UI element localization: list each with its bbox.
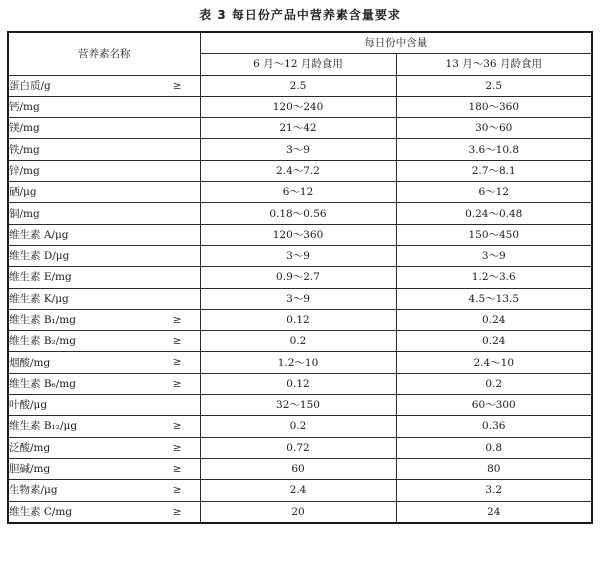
value-6-12-months: 3～9 (200, 139, 396, 160)
nutrient-name: 锌/mg (9, 164, 40, 177)
nutrient-name: 维生素 B₁₂/μg (9, 420, 78, 433)
nutrient-name-cell (8, 182, 200, 203)
value-13-36-months: 0.2 (396, 373, 592, 394)
value-6-12-months: 2.4～7.2 (200, 160, 396, 181)
value-6-12-months: 6～12 (200, 182, 396, 203)
nutrient-name: 蛋白质/g (9, 79, 51, 92)
table-row (8, 245, 592, 266)
value-6-12-months: 20 (200, 501, 396, 523)
value-6-12-months: 32～150 (200, 395, 396, 416)
table-row (8, 160, 592, 181)
nutrient-name-cell (8, 267, 200, 288)
value-6-12-months: 0.2 (200, 331, 396, 352)
nutrient-name-cell (8, 203, 200, 224)
nutrient-name: 维生素 B₂/mg (9, 335, 76, 348)
header-daily-content: 每日份中含量 (200, 32, 592, 54)
nutrient-name: 维生素 D/μg (9, 250, 70, 263)
nutrient-name-cell (8, 352, 200, 373)
table-row (8, 352, 592, 373)
table-row (8, 203, 592, 224)
nutrient-name: 烟酸/mg (9, 356, 51, 369)
nutrient-name: 维生素 C/mg (9, 505, 73, 518)
nutrient-name-cell (8, 118, 200, 139)
nutrient-name-cell (8, 75, 200, 96)
value-6-12-months: 120～360 (200, 224, 396, 245)
nutrient-name-cell (8, 288, 200, 309)
value-13-36-months: 0.24 (396, 309, 592, 330)
value-6-12-months: 0.12 (200, 373, 396, 394)
value-13-36-months: 3.2 (396, 480, 592, 501)
nutrient-name-cell (8, 480, 200, 501)
nutrient-name-cell (8, 96, 200, 117)
nutrient-name: 维生素 E/mg (9, 271, 72, 284)
table-row (8, 288, 592, 309)
table-row (8, 501, 592, 523)
table-row (8, 309, 592, 330)
nutrient-name: 维生素 A/μg (9, 228, 69, 241)
nutrient-name: 生物素/μg (9, 484, 58, 497)
min-operator: ≥ (172, 441, 182, 454)
min-operator: ≥ (172, 377, 182, 390)
table-row (8, 182, 592, 203)
value-6-12-months: 0.9～2.7 (200, 267, 396, 288)
value-13-36-months: 24 (396, 501, 592, 523)
value-6-12-months: 2.4 (200, 480, 396, 501)
table-row (8, 96, 592, 117)
nutrient-name: 泛酸/mg (9, 441, 51, 454)
value-6-12-months: 0.72 (200, 437, 396, 458)
value-13-36-months: 0.36 (396, 416, 592, 437)
value-13-36-months: 0.24～0.48 (396, 203, 592, 224)
nutrient-name: 维生素 K/μg (9, 292, 69, 305)
table-row (8, 416, 592, 437)
nutrient-name-cell (8, 373, 200, 394)
value-6-12-months: 120～240 (200, 96, 396, 117)
nutrient-name-cell (8, 331, 200, 352)
nutrient-name-cell (8, 309, 200, 330)
nutrient-table (7, 31, 593, 524)
table-row (8, 331, 592, 352)
min-operator: ≥ (172, 79, 182, 92)
value-13-36-months: 4.5～13.5 (396, 288, 592, 309)
min-operator: ≥ (172, 313, 182, 326)
value-6-12-months: 0.18～0.56 (200, 203, 396, 224)
value-13-36-months: 150～450 (396, 224, 592, 245)
table-row (8, 395, 592, 416)
nutrient-name-cell (8, 437, 200, 458)
min-operator: ≥ (172, 356, 182, 369)
min-operator: ≥ (172, 462, 182, 475)
nutrient-name: 镁/mg (9, 122, 40, 135)
nutrient-name: 胆碱/mg (9, 463, 51, 476)
value-13-36-months: 0.24 (396, 331, 592, 352)
value-6-12-months: 0.2 (200, 416, 396, 437)
value-6-12-months: 21～42 (200, 118, 396, 139)
value-6-12-months: 3～9 (200, 288, 396, 309)
table-row (8, 75, 592, 96)
nutrient-name-cell (8, 501, 200, 523)
value-13-36-months: 3～9 (396, 245, 592, 266)
value-6-12-months: 1.2～10 (200, 352, 396, 373)
table-row (8, 437, 592, 458)
nutrient-name-cell (8, 416, 200, 437)
nutrient-name: 维生素 B₁/mg (9, 314, 76, 326)
table-row (8, 458, 592, 479)
value-13-36-months: 80 (396, 458, 592, 479)
nutrient-name: 钙/mg (9, 101, 40, 114)
table-row (8, 480, 592, 501)
nutrient-name: 维生素 B₆/mg (9, 377, 76, 390)
nutrient-name-cell (8, 395, 200, 416)
value-6-12-months: 60 (200, 458, 396, 479)
table-row (8, 267, 592, 288)
header-age-6-12: 6 月～12 月龄食用 (200, 54, 396, 75)
table-row (8, 373, 592, 394)
nutrient-name: 叶酸/μg (9, 399, 48, 412)
value-6-12-months: 0.12 (200, 309, 396, 330)
value-13-36-months: 180～360 (396, 96, 592, 117)
table-row (8, 224, 592, 245)
nutrient-name-cell (8, 245, 200, 266)
value-13-36-months: 3.6～10.8 (396, 139, 592, 160)
value-6-12-months: 3～9 (200, 245, 396, 266)
value-13-36-months: 2.7～8.1 (396, 160, 592, 181)
value-13-36-months: 2.5 (396, 75, 592, 96)
nutrient-name-cell (8, 224, 200, 245)
table-row (8, 118, 592, 139)
nutrient-name: 硒/μg (9, 186, 37, 199)
header-age-13-36: 13 月～36 月龄食用 (396, 54, 592, 75)
min-operator: ≥ (172, 484, 182, 497)
nutrient-name-cell (8, 160, 200, 181)
min-operator: ≥ (172, 505, 182, 518)
table-row (8, 139, 592, 160)
value-13-36-months: 60～300 (396, 395, 592, 416)
nutrient-name: 铁/mg (9, 143, 40, 156)
min-operator: ≥ (172, 335, 182, 348)
value-13-36-months: 0.8 (396, 437, 592, 458)
nutrient-name-cell (8, 139, 200, 160)
value-13-36-months: 1.2～3.6 (396, 267, 592, 288)
value-13-36-months: 2.4～10 (396, 352, 592, 373)
value-13-36-months: 6～12 (396, 182, 592, 203)
value-13-36-months: 30～60 (396, 118, 592, 139)
min-operator: ≥ (172, 420, 182, 433)
nutrient-name-cell (8, 458, 200, 479)
header-nutrient-name: 营养素名称 (8, 32, 200, 75)
nutrient-name: 铜/mg (9, 207, 40, 220)
value-6-12-months: 2.5 (200, 75, 396, 96)
table-title: 表 3 每日份产品中营养素含量要求 (199, 8, 401, 22)
